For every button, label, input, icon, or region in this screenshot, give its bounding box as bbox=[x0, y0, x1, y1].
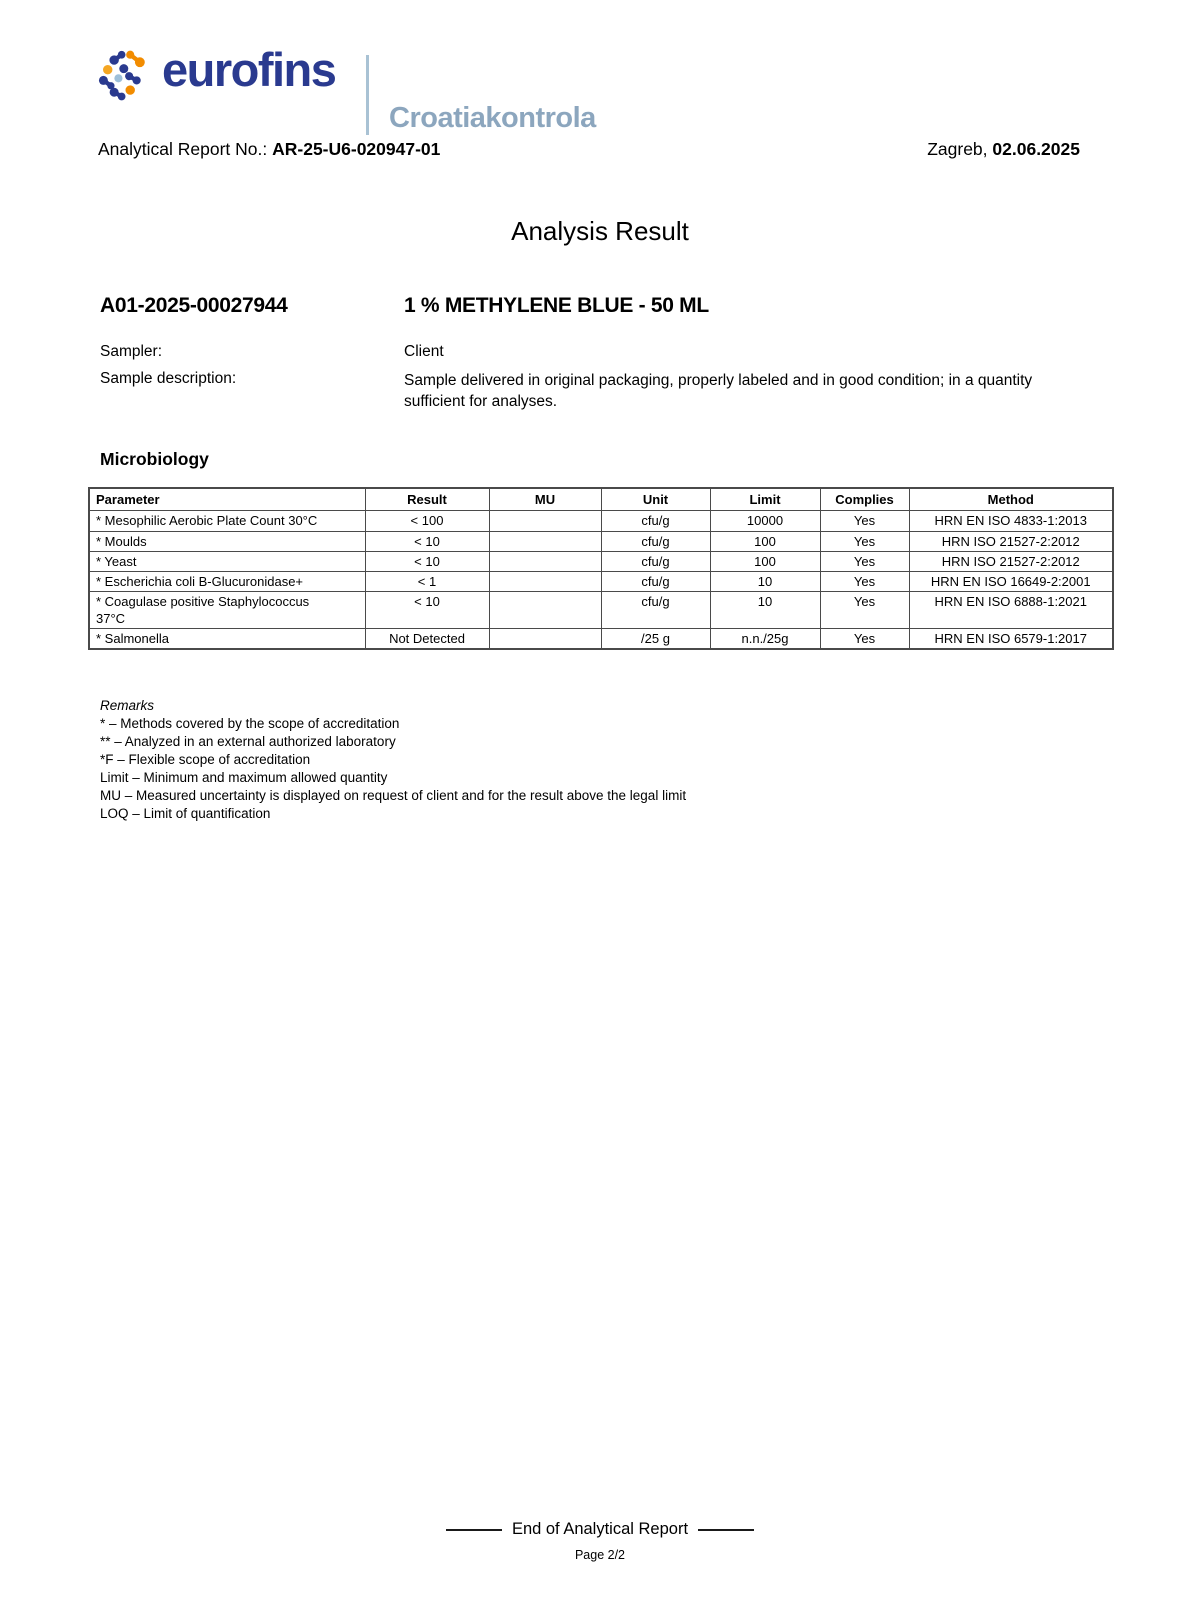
cell-mu bbox=[489, 592, 601, 629]
brand-wordmark: eurofins bbox=[162, 43, 336, 96]
page-number: Page 2/2 bbox=[574, 1548, 626, 1562]
cell-result: < 100 bbox=[365, 511, 489, 531]
column-header-method: Method bbox=[909, 488, 1113, 511]
section-title-microbiology: Microbiology bbox=[100, 449, 209, 469]
table-row bbox=[89, 592, 1113, 629]
cell-method: HRN EN ISO 6888-1:2021 bbox=[909, 592, 1113, 629]
cell-mu bbox=[489, 511, 601, 531]
remark-line: MU – Measured uncertainty is displayed on request of client and for the result above the legal limit bbox=[100, 788, 687, 803]
cell-parameter: * Moulds bbox=[89, 531, 365, 551]
remarks-title: Remarks bbox=[100, 698, 155, 713]
cell-complies: Yes bbox=[820, 511, 909, 531]
cell-unit: /25 g bbox=[601, 628, 710, 649]
cell-method: HRN ISO 21527-2:2012 bbox=[909, 551, 1113, 571]
column-header-parameter: Parameter bbox=[89, 488, 365, 511]
cell-parameter: * Coagulase positive Staphylococcus 37°C bbox=[89, 592, 365, 629]
cell-method: HRN EN ISO 6579-1:2017 bbox=[909, 628, 1113, 649]
cell-unit: cfu/g bbox=[601, 531, 710, 551]
remark-line: *F – Flexible scope of accreditation bbox=[100, 752, 311, 767]
cell-limit: 100 bbox=[710, 531, 820, 551]
cell-method: HRN EN ISO 16649-2:2001 bbox=[909, 572, 1113, 592]
report-number-label: Analytical Report No.: bbox=[98, 139, 273, 159]
report-date: 02.06.2025 bbox=[992, 139, 1080, 159]
cell-limit: 10 bbox=[710, 592, 820, 629]
table-row bbox=[89, 572, 1113, 592]
remark-line: LOQ – Limit of quantification bbox=[100, 806, 271, 821]
cell-limit: 10 bbox=[710, 572, 820, 592]
column-header-unit: Unit bbox=[601, 488, 710, 511]
division-wordmark: Croatiakontrola bbox=[389, 102, 596, 134]
cell-parameter: * Mesophilic Aerobic Plate Count 30°C bbox=[89, 511, 365, 531]
cell-complies: Yes bbox=[820, 572, 909, 592]
sample-id: A01-2025-00027944 bbox=[100, 294, 288, 317]
cell-unit: cfu/g bbox=[601, 511, 710, 531]
table-header-row bbox=[89, 488, 1113, 511]
table-row bbox=[89, 531, 1113, 551]
cell-limit: 10000 bbox=[710, 511, 820, 531]
cell-parameter: * Salmonella bbox=[89, 628, 365, 649]
cell-complies: Yes bbox=[820, 551, 909, 571]
sampler-label: Sampler: bbox=[100, 343, 163, 360]
cell-result: < 1 bbox=[365, 572, 489, 592]
end-rule-right bbox=[698, 1529, 754, 1531]
end-of-report-line bbox=[0, 1520, 1200, 1539]
cell-result: < 10 bbox=[365, 531, 489, 551]
cell-mu bbox=[489, 628, 601, 649]
column-header-result: Result bbox=[365, 488, 489, 511]
remark-line: * – Methods covered by the scope of accreditation bbox=[100, 716, 400, 731]
end-of-report-text: End of Analytical Report bbox=[511, 1520, 689, 1538]
cell-unit: cfu/g bbox=[601, 572, 710, 592]
cell-result: < 10 bbox=[365, 551, 489, 571]
table-row bbox=[89, 551, 1113, 571]
cell-complies: Yes bbox=[820, 628, 909, 649]
cell-method: HRN EN ISO 4833-1:2013 bbox=[909, 511, 1113, 531]
sample-description-label: Sample description: bbox=[100, 370, 237, 387]
page-title: Analysis Result bbox=[511, 216, 689, 246]
remark-line: ** – Analyzed in an external authorized laboratory bbox=[100, 734, 396, 749]
table-row bbox=[89, 628, 1113, 649]
cell-mu bbox=[489, 531, 601, 551]
cell-result: < 10 bbox=[365, 592, 489, 629]
table-row bbox=[89, 511, 1113, 531]
end-rule-left bbox=[446, 1529, 502, 1531]
brand-divider-line bbox=[366, 55, 369, 135]
cell-mu bbox=[489, 551, 601, 571]
report-place: Zagreb, bbox=[927, 139, 993, 159]
column-header-complies: Complies bbox=[820, 488, 909, 511]
cell-method: HRN ISO 21527-2:2012 bbox=[909, 531, 1113, 551]
cell-parameter: * Yeast bbox=[89, 551, 365, 571]
sample-name: 1 % METHYLENE BLUE - 50 ML bbox=[404, 294, 709, 317]
remark-line: Limit – Minimum and maximum allowed quantity bbox=[100, 770, 388, 785]
sampler-value: Client bbox=[404, 343, 444, 360]
cell-result: Not Detected bbox=[365, 628, 489, 649]
place-date-line bbox=[927, 139, 1080, 160]
cell-unit: cfu/g bbox=[601, 592, 710, 629]
remarks-block bbox=[100, 697, 686, 823]
report-number-line bbox=[98, 139, 440, 160]
cell-unit: cfu/g bbox=[601, 551, 710, 571]
column-header-limit: Limit bbox=[710, 488, 820, 511]
cell-complies: Yes bbox=[820, 531, 909, 551]
cell-parameter: * Escherichia coli B-Glucuronidase+ bbox=[89, 572, 365, 592]
cell-limit: 100 bbox=[710, 551, 820, 571]
cell-mu bbox=[489, 572, 601, 592]
results-table bbox=[88, 487, 1114, 650]
sample-description-value: Sample delivered in original packaging, properly labeled and in good condition; in a quantity sufficient for analyses. bbox=[404, 372, 1033, 410]
cell-limit: n.n./25g bbox=[710, 628, 820, 649]
eurofins-logo-icon bbox=[97, 46, 157, 102]
report-number-value: AR-25-U6-020947-01 bbox=[272, 139, 441, 159]
column-header-mu: MU bbox=[489, 488, 601, 511]
cell-complies: Yes bbox=[820, 592, 909, 629]
